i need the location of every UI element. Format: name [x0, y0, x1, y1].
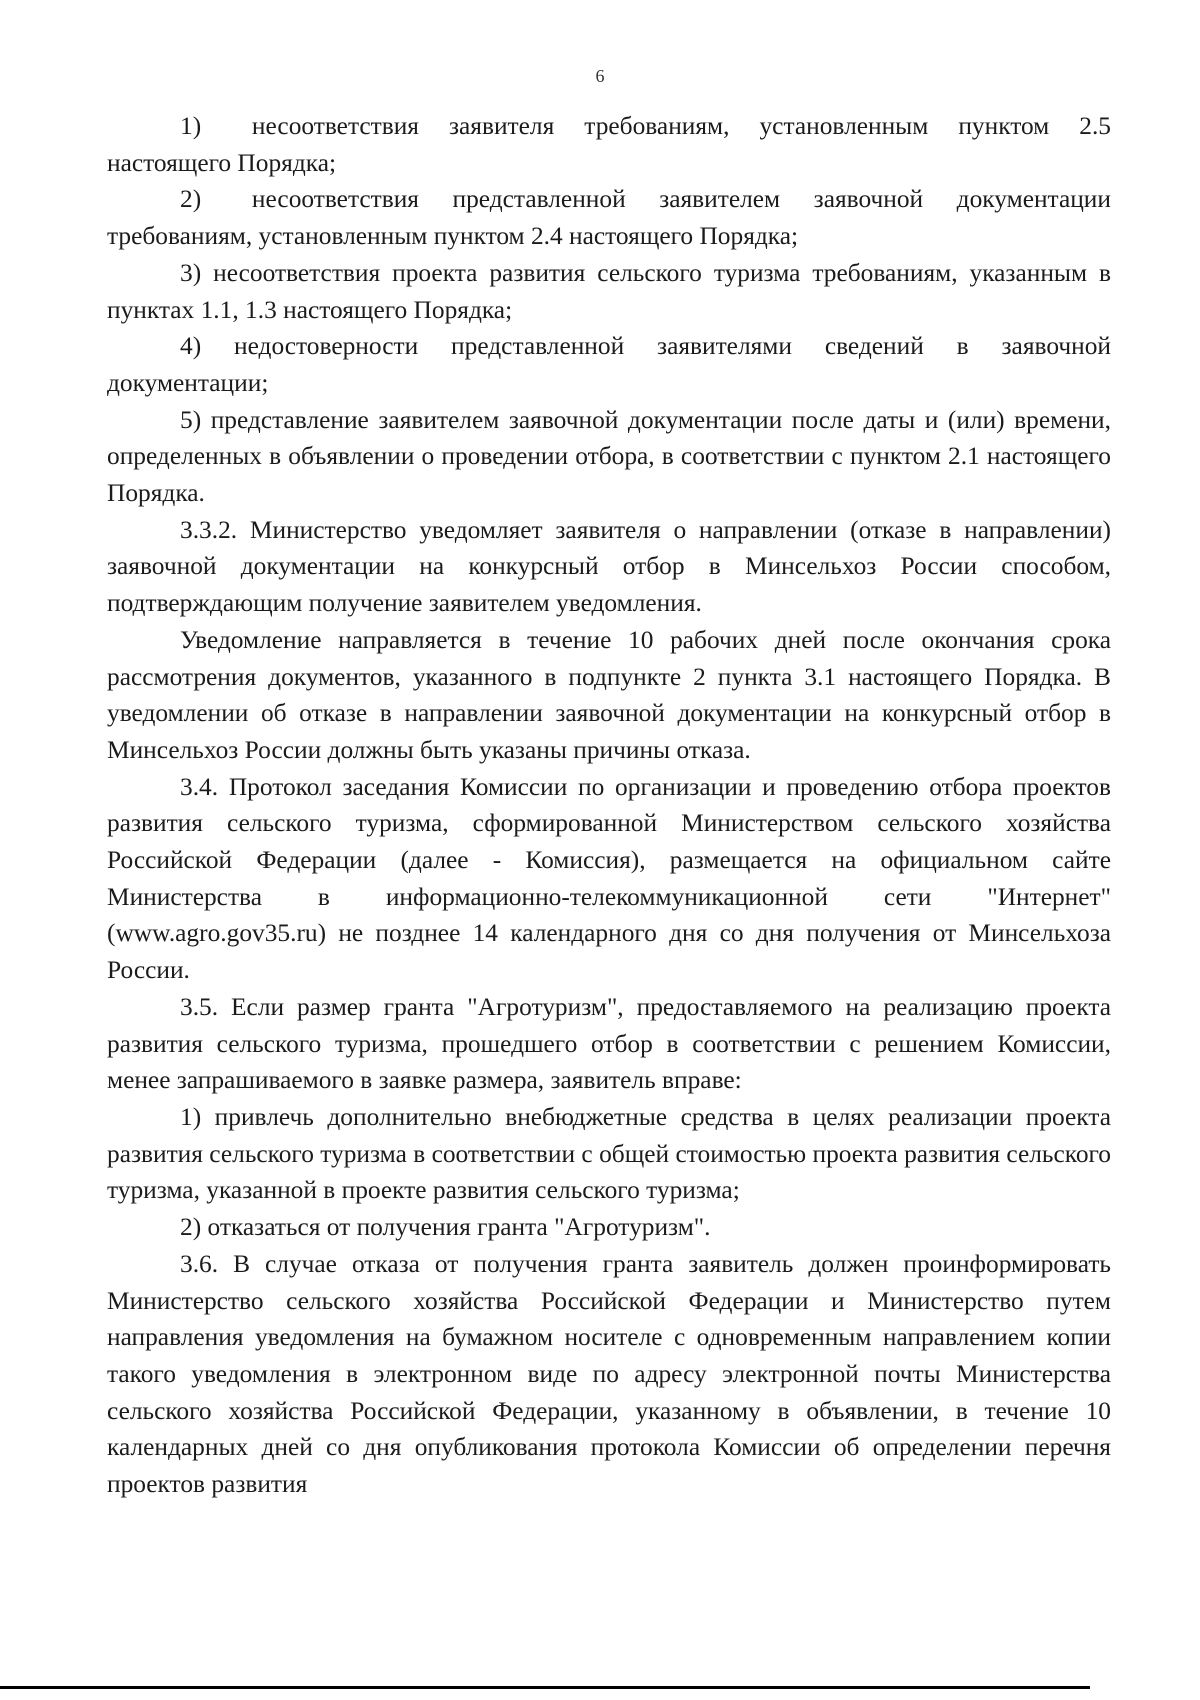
paragraph-3-3-2: 3.3.2. Министерство уведомляет заявителя о направлении (отказе в направлении) заявочной документации на конкурсный отбор в Минсельхоз России способом, подтверждающим получение заявителем уведомления.	[107, 515, 1111, 618]
paragraph-3-5: 3.5. Если размер гранта "Агротуризм", предоставляемого на реализацию проекта развития сельского туризма, прошедшего отбор в соответствии с решением Комиссии, менее запрашиваемого в заявке размера, заявитель вправе:	[107, 992, 1111, 1095]
paragraph-item-5: 5) представление заявителем заявочной документации после даты и (или) времени, определенных в объявлении о проведении отбора, в соответствии с пунктом 2.1 настоящего Порядка.	[107, 405, 1111, 508]
paragraph-3-4: 3.4. Протокол заседания Комиссии по организации и проведению отбора проектов развития сельского туризма, сформированной Министерством сельского хозяйства Российской Федерации (далее - Комиссия), размещается на официальном сайте Министерства в информационно-телекоммуникационной сети "Интернет" (www.agro.gov35.ru) не позднее 14 календарного дня со дня получения от Минсельхоза России.	[107, 772, 1111, 985]
paragraph-item-3: 3) несоответствия проекта развития сельского туризма требованиям, указанным в пунктах 1.1, 1.3 настоящего Порядка;	[107, 258, 1111, 324]
page-number: 6	[595, 66, 605, 86]
paragraph-notification: Уведомление направляется в течение 10 рабочих дней после окончания срока рассмотрения документов, указанного в подпункте 2 пункта 3.1 настоящего Порядка. В уведомлении об отказе в направлении заявочной документации на конкурсный отбор в Минсельхоз России должны быть указаны причины отказа.	[107, 625, 1111, 764]
paragraph-item-1: 1) несоответствия заявителя требованиям, установленным пунктом 2.5 настоящего Порядка;	[107, 112, 1111, 177]
paragraph-3-5-item-1: 1) привлечь дополнительно внебюджетные средства в целях реализации проекта развития сельского туризма в соответствии с общей стоимостью проекта развития сельского туризма, указанной в проекте развития сельского туризма;	[107, 1102, 1111, 1205]
paragraph-item-4: 4) недостоверности представленной заявителями сведений в заявочной документации;	[107, 332, 1111, 397]
paragraph-3-5-item-2: 2) отказаться от получения гранта "Агротуризм".	[180, 1213, 711, 1242]
paragraph-3-6: 3.6. В случае отказа от получения гранта заявитель должен проинформировать Министерство сельского хозяйства Российской Федерации и Министерство путем направления уведомления на бумажном носителе с одновременным направлением копии такого уведомления в электронном виде по адресу электронной почты Министерства сельского хозяйства Российской Федерации, указанному в объявлении, в течение 10 календарных дней со дня опубликования протокола Комиссии об определении перечня проектов развития	[107, 1249, 1111, 1499]
document-body	[107, 108, 1111, 1503]
paragraph-item-2: 2) несоответствия представленной заявителем заявочной документации требованиям, установленным пунктом 2.4 настоящего Порядка;	[107, 185, 1111, 251]
scan-edge-line	[0, 1686, 1090, 1689]
